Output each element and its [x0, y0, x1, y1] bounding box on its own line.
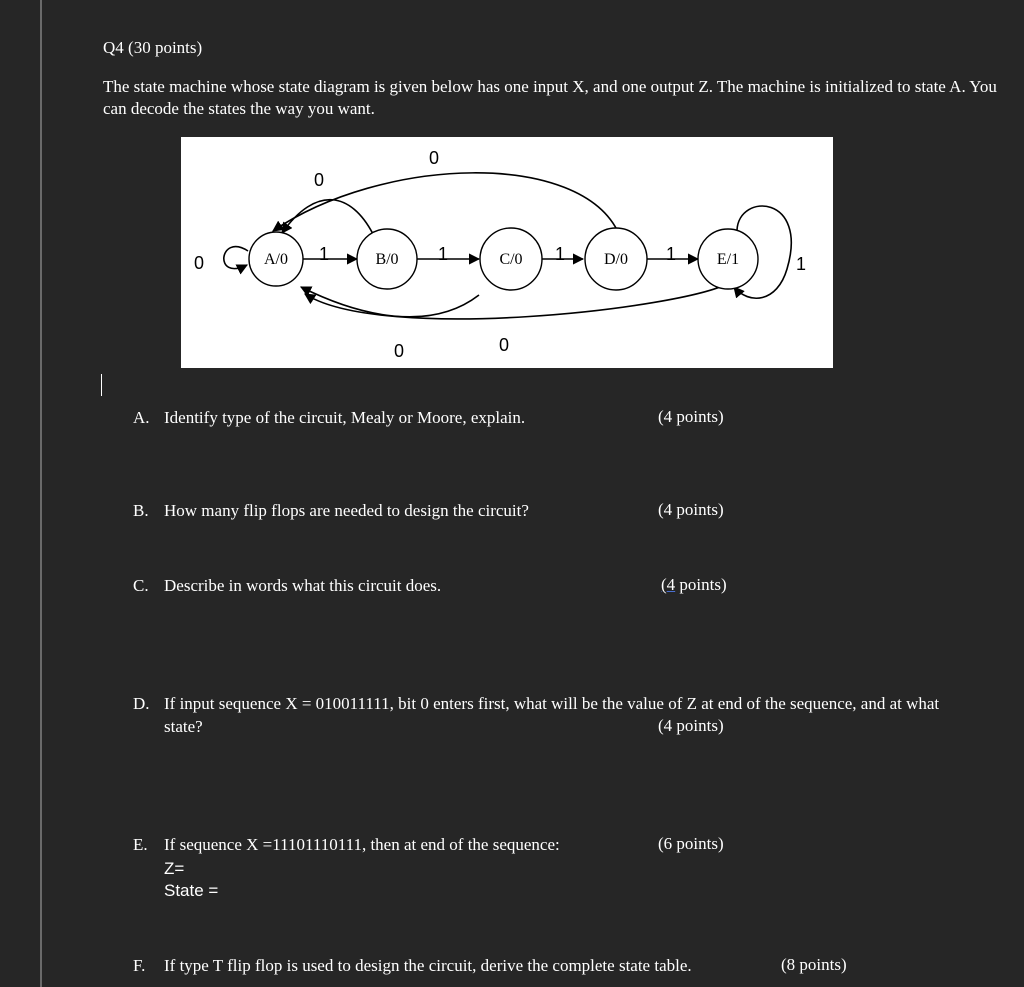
- question-d-points: (4 points): [658, 716, 724, 735]
- question-b-points: (4 points): [658, 500, 724, 519]
- label-d-to-e: 1: [665, 244, 677, 264]
- question-a-letter: A.: [133, 408, 150, 427]
- question-c-points: [661, 575, 727, 595]
- question-d-letter: D.: [133, 694, 150, 713]
- question-a-text: Identify type of the circuit, Mealy or Moore, explain.: [164, 408, 526, 427]
- label-e-to-c: 0: [498, 335, 510, 355]
- question-e-z-label: Z=: [164, 859, 185, 878]
- question-f-text: If type T flip flop is used to design the circuit, derive the complete state table.: [164, 956, 692, 975]
- question-d-text: If input sequence X = 010011111, bit 0 enters first, what will be the value of Z at end of the sequence, and at what: [164, 694, 940, 713]
- question-b-letter: B.: [133, 501, 149, 520]
- question-e-letter: E.: [133, 835, 148, 854]
- label-b-to-a: 0: [313, 170, 325, 190]
- question-e-state-label: State =: [164, 881, 219, 900]
- label-b-to-c: 1: [437, 244, 449, 264]
- label-c-to-d: 1: [554, 244, 566, 264]
- state-c-label: C/0: [499, 251, 523, 268]
- label-d-to-a: 0: [428, 148, 440, 168]
- question-f-points: (8 points): [781, 955, 847, 974]
- question-e-text: If sequence X =11101110111, then at end of the sequence:: [164, 835, 560, 854]
- question-title: Q4 (30 points): [103, 38, 203, 57]
- question-intro: The state machine whose state diagram is given below has one input X, and one output Z. The machine is initialized to state A. You can decode the states the way you want.: [103, 77, 997, 118]
- question-f-letter: F.: [133, 956, 146, 975]
- question-c-letter: C.: [133, 576, 149, 595]
- edge-c-to-a: [301, 287, 479, 317]
- question-c-text: Describe in words what this circuit does.: [164, 576, 442, 595]
- question-c-points-rest: points): [675, 575, 727, 594]
- edge-d-to-a: [273, 173, 619, 234]
- question-c-points-open: (: [661, 575, 667, 594]
- edge-a-self: [224, 247, 248, 269]
- state-a-label: A/0: [264, 251, 288, 268]
- label-e-self: 1: [795, 254, 807, 274]
- question-d-line2: state?: [164, 717, 203, 736]
- question-a-points: (4 points): [658, 407, 724, 426]
- label-c-to-a: 0: [393, 341, 405, 361]
- label-a-self: 0: [193, 253, 205, 273]
- left-border-line: [40, 0, 42, 987]
- label-a-to-b: 1: [318, 244, 330, 264]
- state-e-label: E/1: [716, 251, 740, 268]
- question-e-points: (6 points): [658, 834, 724, 853]
- text-cursor: [101, 374, 102, 396]
- question-b-text: How many flip flops are needed to design the circuit?: [164, 501, 529, 520]
- state-d-label: D/0: [604, 251, 628, 268]
- state-diagram: [181, 137, 833, 368]
- state-b-label: B/0: [375, 251, 399, 268]
- question-c-points-num: 4: [666, 575, 676, 594]
